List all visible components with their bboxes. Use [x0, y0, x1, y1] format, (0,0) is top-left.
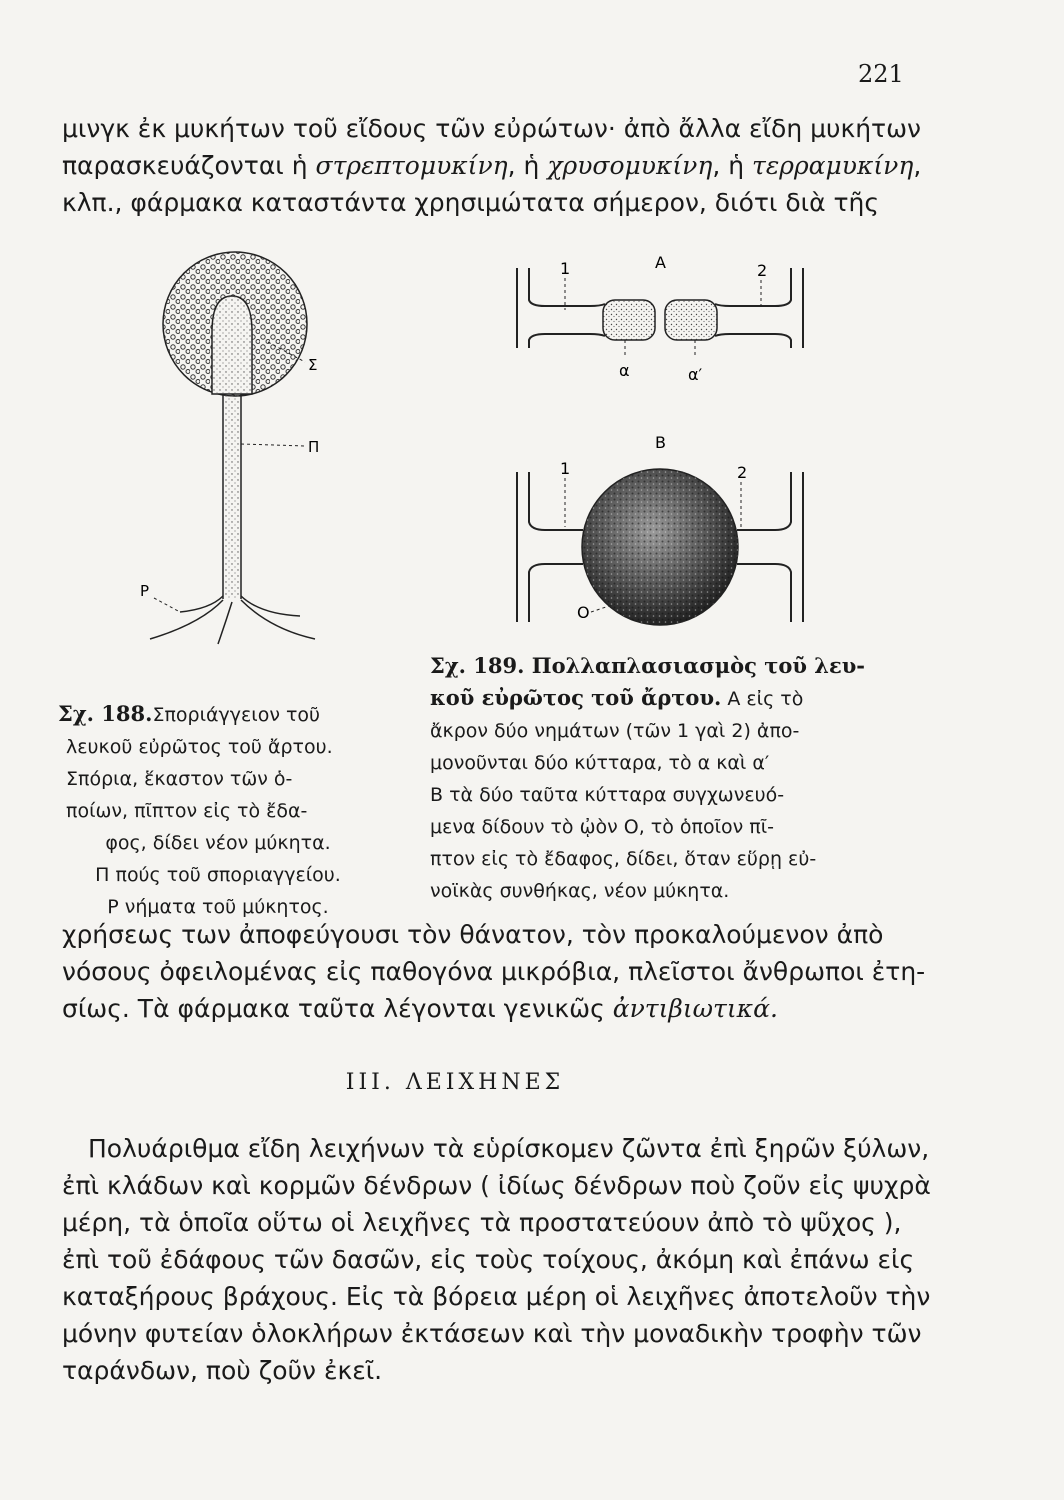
- label-1: 1: [560, 259, 571, 278]
- zygospore-diagram-b: [505, 432, 815, 632]
- italic-term: τερραμυκίνη: [752, 151, 914, 180]
- rhizoids: [150, 596, 315, 644]
- cell-a-prime: [665, 300, 717, 340]
- label-a-prime: α′: [688, 365, 703, 384]
- italic-term: στρεπτομυκίνη: [315, 151, 508, 180]
- label-pi: Π: [308, 438, 320, 456]
- label-1: 1: [560, 459, 571, 478]
- figure-189-caption: Σχ. 189. Πολλαπλασιασμὸς τοῦ λευ- κοῦ εὐρῶτος τοῦ ἄρτου. A εἰς τὸ ἄκρον δύο νημάτων (τῶν 1 γαὶ 2) ἀπο- μονοῦνται δύο κύτταρα, τὸ α καὶ α′ B τὰ δύο ταῦτα κύτταρα συγχωνευό- μενα δίδουν τὸ ᾠὸν Ο, τὸ ὁποῖον πῖ- πτον εἰς τὸ ἔδαφος, δίδει, ὅταν εὕρῃ εὐ- νοϊκὰς συνθήκας, νέον μύκητα.: [430, 650, 860, 907]
- text-line: καταξήρους βράχους. Εἰς τὰ βόρεια μέρη οἱ λειχῆνες ἀποτελοῦν τὴν: [62, 1282, 931, 1311]
- bottom-paragraph: [62, 1130, 931, 1389]
- label-O: Ο: [577, 603, 590, 622]
- label-2: 2: [737, 463, 748, 482]
- text-line: μινγκ ἐκ μυκήτων τοῦ εἴδους τῶν εὐρώτων· ἀπὸ ἄλλα εἴδη μυκήτων: [62, 114, 922, 143]
- top-paragraph: [62, 110, 922, 221]
- text-line: παρασκευάζονται ἡ στρεπτομυκίνη, ἡ χρυσομυκίνη, ἡ τερραμυκίνη,: [62, 151, 922, 180]
- label-A: A: [655, 253, 666, 272]
- text-line: ταράνδων, ποὺ ζοῦν ἐκεῖ.: [62, 1356, 383, 1385]
- page-number: 221: [858, 60, 904, 88]
- label-a: α: [619, 361, 630, 380]
- sporangium-illustration: [140, 244, 360, 674]
- section-heading: III. ΛΕΙΧΗΝΕΣ: [345, 1070, 565, 1095]
- right-hypha: [737, 472, 803, 622]
- text-line: νόσους ὀφειλομένας εἰς παθογόνα μικρόβια, πλεῖστοι ἄνθρωποι ἐτη-: [62, 957, 926, 986]
- text-line: Πολυάριθμα εἴδη λειχήνων τὰ εὑρίσκομεν ζῶντα ἐπὶ ξηρῶν ξύλων,: [88, 1134, 930, 1163]
- rho-pointer: [154, 598, 180, 612]
- pi-pointer: [241, 444, 305, 446]
- text-line: μόνην φυτείαν ὁλοκλήρων ἐκτάσεων καὶ τὴν μοναδικὴν τροφὴν τῶν: [62, 1319, 922, 1348]
- text-line: κλπ., φάρμακα καταστάντα χρησιμώτατα σήμερον, διότι διὰ τῆς: [62, 188, 880, 217]
- cell-a: [603, 300, 655, 340]
- right-hypha: [715, 268, 803, 348]
- left-hypha: [517, 472, 583, 622]
- gametangia-diagram-a: [505, 248, 815, 398]
- figure-188-caption: Σχ. 188.Σποριάγγειον τοῦ λευκοῦ εὐρῶτος τοῦ ἄρτου. Σπόρια, ἕκαστον τῶν ὁ- ποίων, πῖπτον εἰς τὸ ἔδα- φος, δίδει νέον μύκητα. Π πούς τοῦ σποριαγγείου. Ρ νήματα τοῦ μύκητος.: [58, 701, 341, 918]
- text-line: σίως. Τὰ φάρμακα ταῦτα λέγονται γενικῶς ἀντιβιωτικά.: [62, 994, 778, 1023]
- text-line: ἐπὶ κλάδων καὶ κορμῶν δένδρων ( ἰδίως δένδρων ποὺ ζοῦν εἰς ψυχρὰ: [62, 1171, 931, 1200]
- text-line: ἐπὶ τοῦ ἐδάφους τῶν δασῶν, εἰς τοὺς τοίχους, ἀκόμη καὶ ἐπάνω εἰς: [62, 1245, 915, 1274]
- italic-term: ἀντιβιωτικά.: [612, 994, 778, 1023]
- left-hypha: [517, 268, 605, 348]
- italic-term: χρυσομυκίνη: [547, 151, 713, 180]
- text-line: χρήσεως των ἀποφεύγουσι τὸν θάνατον, τὸν προκαλούμενον ἀπὸ: [62, 920, 884, 949]
- middle-paragraph: [62, 916, 926, 1027]
- label-sigma: Σ: [308, 356, 318, 374]
- label-rho: Ρ: [140, 582, 150, 600]
- label-B: B: [655, 433, 666, 452]
- text-line: μέρη, τὰ ὁποῖα οὕτω οἱ λειχῆνες τὰ προστατεύουν ἀπὸ τὸ ψῦχος ),: [62, 1208, 902, 1237]
- label-2: 2: [757, 261, 768, 280]
- figure-title: Σχ. 189. Πολλαπλασιασμὸς τοῦ λευ-: [430, 653, 866, 678]
- figure-number: Σχ. 188.: [58, 701, 153, 726]
